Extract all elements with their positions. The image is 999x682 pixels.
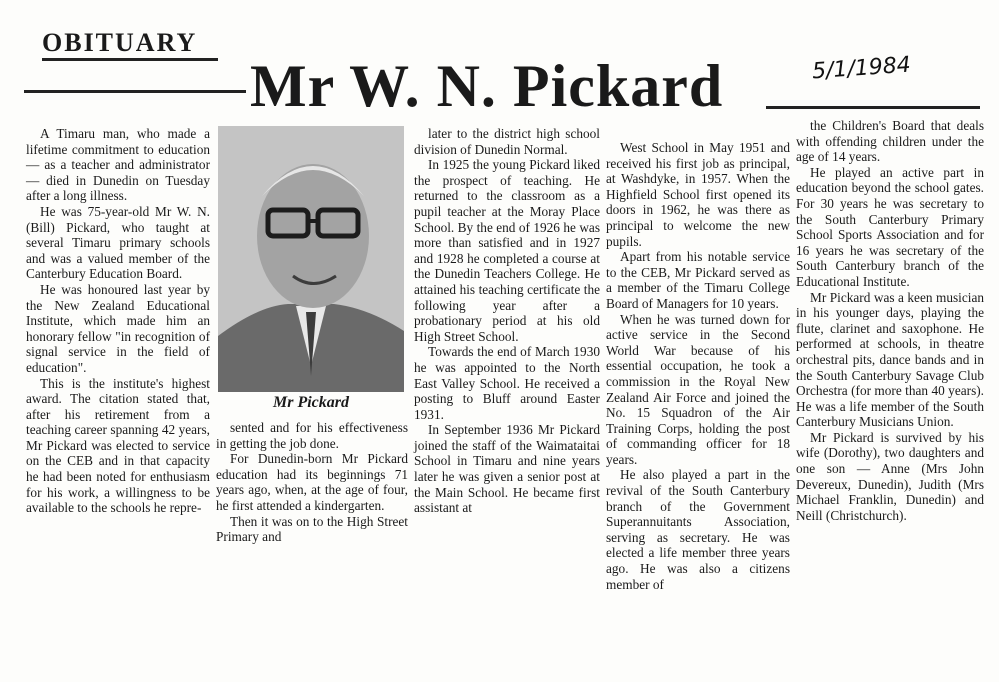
col3-para: In September 1936 Mr Pickard joined the staff of the Waimataitai School in Timaru and nine years later he was given a senior post at the Main School. He became first assistant at xyxy=(414,422,600,516)
col3-para: In 1925 the young Pickard liked the prospect of teaching. He returned to the classroom as a pupil teacher at the Moray Place School. By the end of 1926 he was more than satisfied and in 1927 and 1928 he completed a course at the Dunedin Teachers College. He attained his teaching certificate the following year after a probationary period at his old High Street School. xyxy=(414,157,600,344)
portrait-photo xyxy=(218,126,404,392)
col1-para: He was honoured last year by the New Zealand Educational Institute, which made him an honorary fellow "in recognition of signal service in the field of education". xyxy=(26,281,210,375)
column-2 xyxy=(216,420,408,545)
col5-para: Mr Pickard is survived by his wife (Dorothy), two daughters and one son — Anne (Mrs John Devereux, Dunedin), Judith (Mrs Michael Franklin, Dunedin) and Neill (Christchurch). xyxy=(796,429,984,523)
column-3 xyxy=(414,126,600,516)
col1-para: This is the institute's highest award. The citation stated that, after his retirement from a teaching career spanning 42 years, Mr Pickard was elected to service on the CEB and in that capacity he had been noted for enthusiasm for his work, a willingness to be available to the schools he repre- xyxy=(26,375,210,516)
column-4 xyxy=(606,140,790,592)
column-1 xyxy=(26,126,210,516)
col1-para: A Timaru man, who made a lifetime commitment to education — as a teacher and administrator — died in Dunedin on Tuesday after a long illness. xyxy=(26,126,210,204)
headline: Mr W. N. Pickard xyxy=(250,53,724,119)
headline-rule-right xyxy=(766,106,980,109)
portrait-illustration xyxy=(218,126,404,392)
photo-caption: Mr Pickard xyxy=(273,394,349,411)
col2-para: sented and for his effectiveness in getting the job done. xyxy=(216,420,408,451)
handwritten-date: 5/1/1984 xyxy=(811,52,912,85)
col3-para: Towards the end of March 1930 he was appointed to the North East Valley School. He received a posting to Bluff around Easter 1931. xyxy=(414,344,600,422)
kicker-underline xyxy=(42,58,218,61)
col5-para: Mr Pickard was a keen musician in his younger days, playing the flute, clarinet and saxophone. He performed at schools, in theatre orchestral pits, dance bands and in the South Canterbury Savage Club Orchestra (for more than 40 years). He was a life member of the South Canterbury Musicians Union. xyxy=(796,289,984,430)
col5-para: the Children's Board that deals with offending children under the age of 14 years. xyxy=(796,118,984,165)
col5-para: He played an active part in education beyond the school gates. For 30 years he was secretary to the South Canterbury Primary School Sports Association and for 16 years he was secretary of the South Canterbury branch of the Educational Institute. xyxy=(796,164,984,289)
col2-para: Then it was on to the High Street Primary and xyxy=(216,513,408,545)
section-kicker: OBITUARY xyxy=(42,28,198,57)
col2-para: For Dunedin-born Mr Pickard education had its beginnings 71 years ago, when, at the age of four, he first attended a kindergarten. xyxy=(216,451,408,513)
col3-para: later to the district high school division of Dunedin Normal. xyxy=(414,126,600,157)
col4-para: Apart from his notable service to the CEB, Mr Pickard served as a member of the Timaru College Board of Managers for 10 years. xyxy=(606,249,790,311)
column-5 xyxy=(796,118,984,523)
col4-para: When he was turned down for active service in the Second World War because of his essential occupation, he took a commission in the Royal New Zealand Air Force and joined the No. 15 Squadron of the Air Training Corps, holding the post of commanding officer for 18 years. xyxy=(606,311,790,467)
col4-para: West School in May 1951 and received his first job as principal, at Washdyke, in 1957. When the Highfield School first opened its doors in 1962, he was there as principal to welcome the new pupils. xyxy=(606,140,790,249)
col4-para: He also played a part in the revival of the South Canterbury branch of the Government Superannuitants Association, serving as secretary. He was elected a life member three years ago. He was also a citizens member of xyxy=(606,467,790,592)
col1-para: He was 75-year-old Mr W. N. (Bill) Pickard, who taught at several Timaru primary schools and was a valued member of the Canterbury Education Board. xyxy=(26,203,210,282)
headline-rule-left xyxy=(24,90,246,93)
